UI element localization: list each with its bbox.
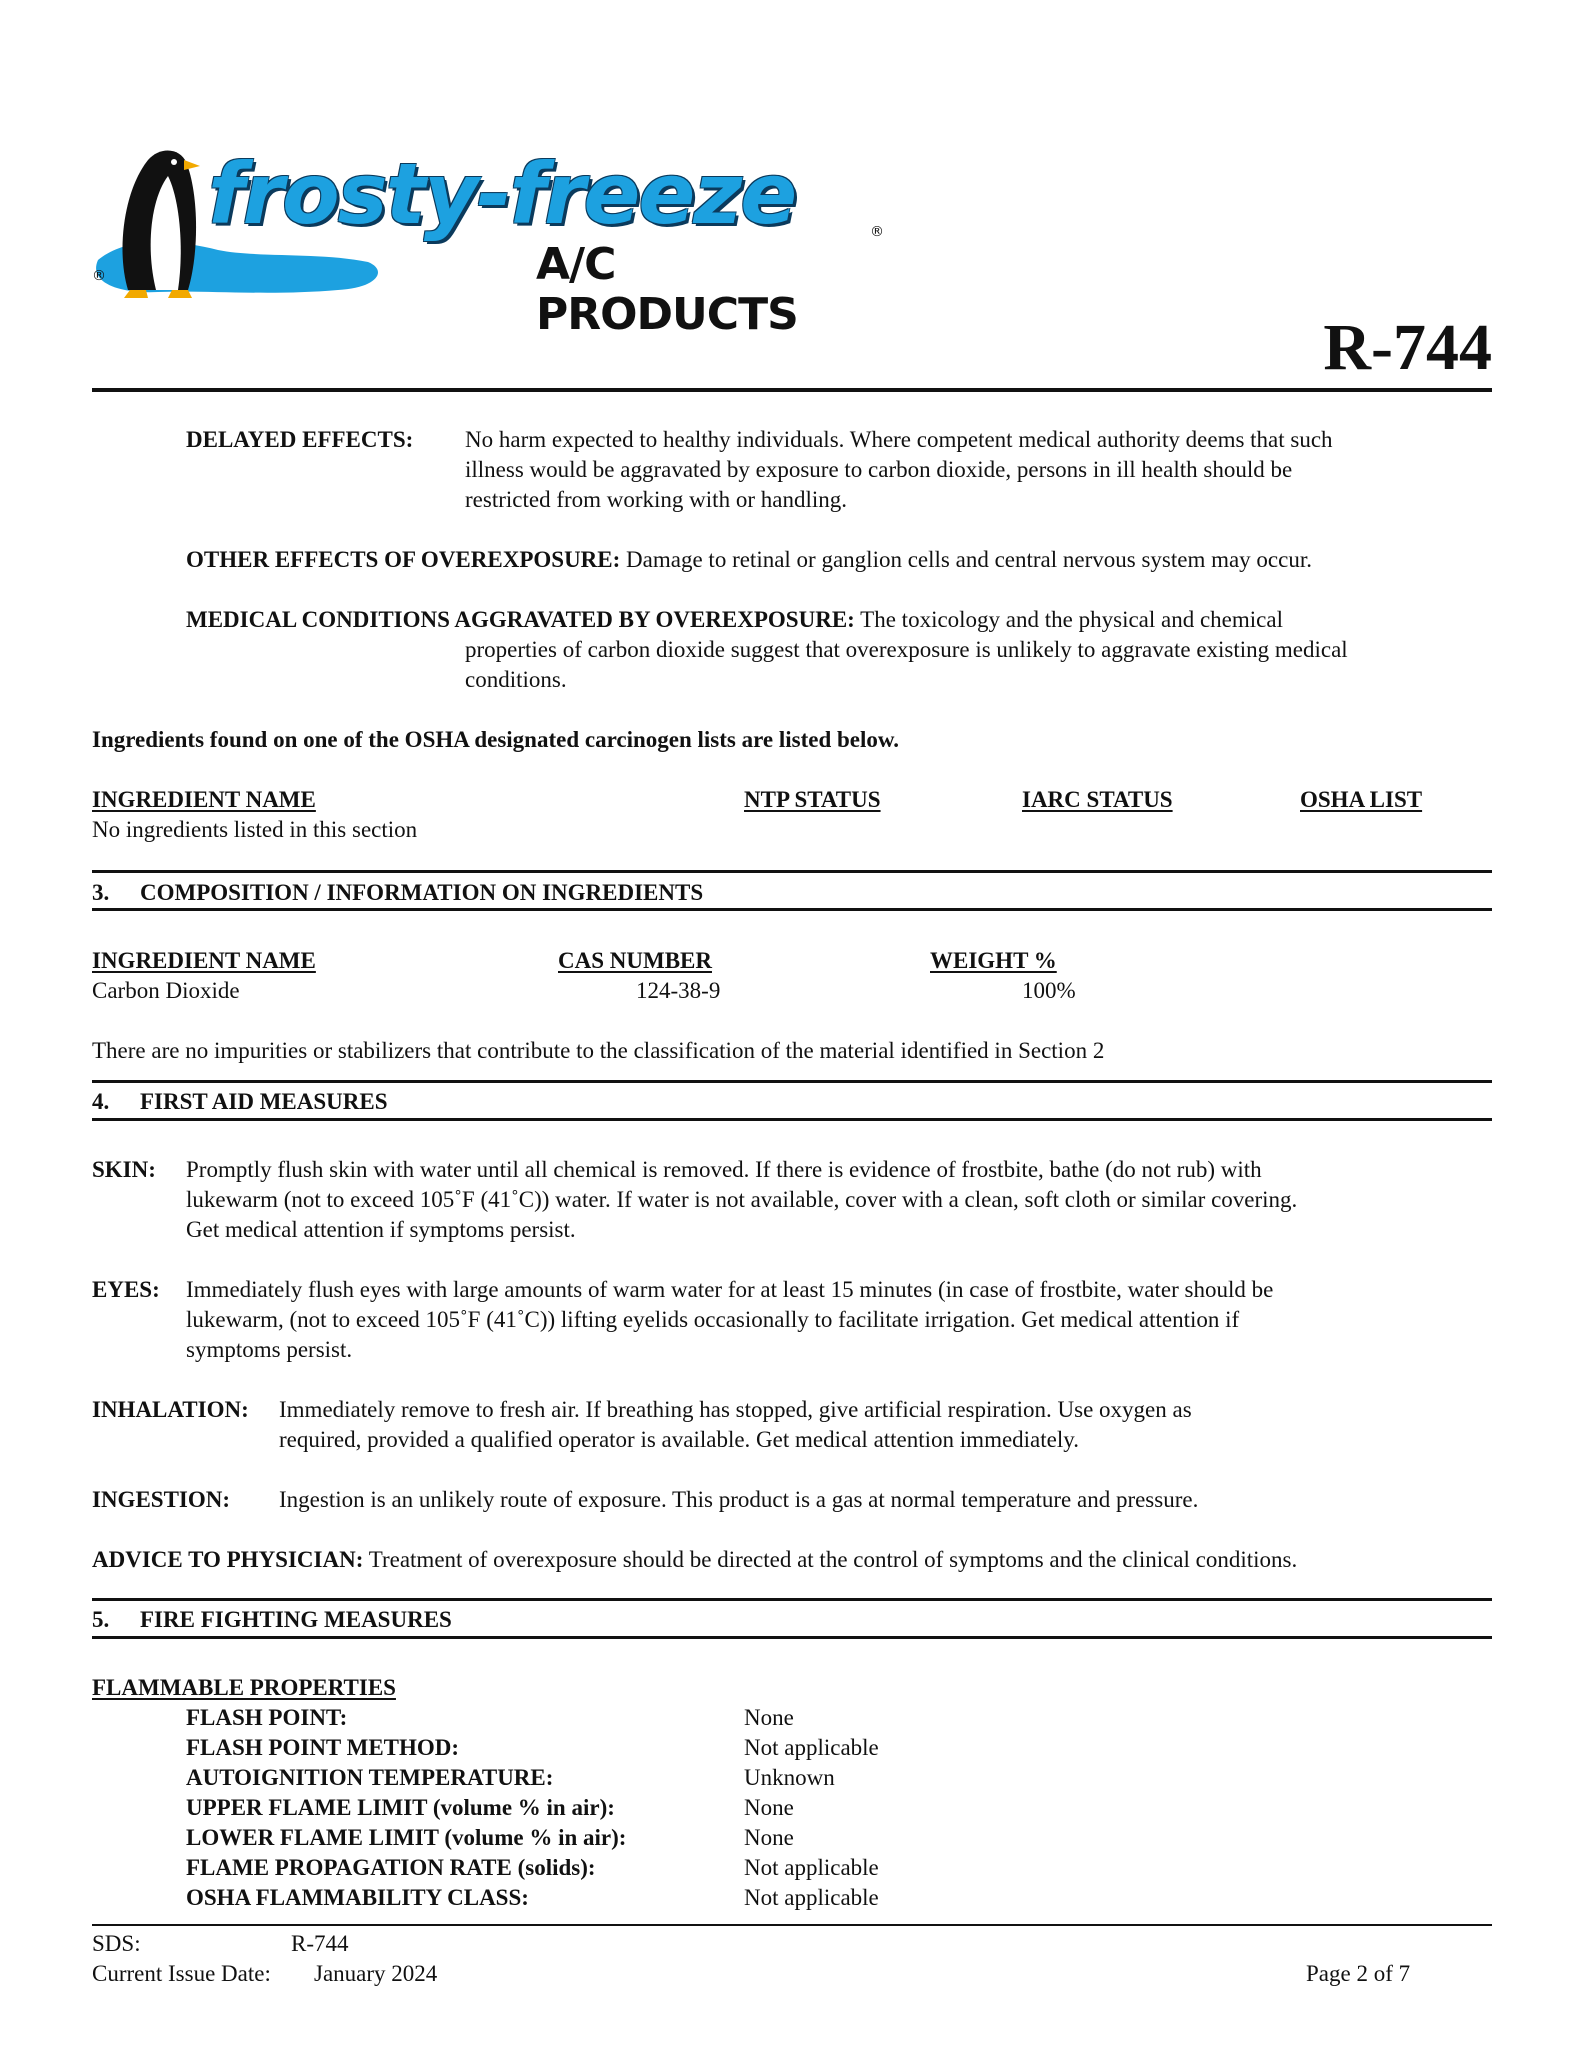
section-5-title: FIRE FIGHTING MEASURES	[140, 1607, 452, 1632]
inhalation-label: INHALATION:	[92, 1397, 249, 1422]
skin-line-3: Get medical attention if symptoms persist.	[186, 1217, 576, 1242]
composition-header-weight: WEIGHT %	[930, 948, 1057, 973]
document-id: R-744	[1323, 311, 1492, 384]
section-4-rule-top	[92, 1080, 1492, 1083]
other-effects-text: Damage to retinal or ganglion cells and central nervous system may occur.	[626, 547, 1312, 572]
section-4-title: FIRST AID MEASURES	[140, 1089, 388, 1114]
eyes-label: EYES:	[92, 1277, 160, 1302]
section-4-rule-bottom	[92, 1118, 1492, 1121]
section-5-rule-bottom	[92, 1636, 1492, 1639]
section-5-heading	[92, 1605, 452, 1635]
composition-header-ingredient: INGREDIENT NAME	[92, 948, 316, 973]
medical-conditions-line-2: properties of carbon dioxide suggest that overexposure is unlikely to aggravate existing medical	[465, 637, 1348, 662]
flammable-properties-heading: FLAMMABLE PROPERTIES	[92, 1675, 396, 1700]
footer-rule	[92, 1924, 1492, 1926]
medical-conditions-line-3: conditions.	[465, 667, 567, 692]
carcinogen-header-iarc: IARC STATUS	[1022, 787, 1173, 812]
carcinogen-header-ntp: NTP STATUS	[744, 787, 881, 812]
eyes-line-3: symptoms persist.	[186, 1337, 353, 1362]
footer-issue-label: Current Issue Date:	[92, 1961, 271, 1986]
section-3-title: COMPOSITION / INFORMATION ON INGREDIENTS	[140, 880, 704, 905]
osha-flammability-value: Not applicable	[744, 1885, 879, 1910]
inhalation-line-2: required, provided a qualified operator is available. Get medical attention immediately.	[279, 1427, 1080, 1452]
flame-propagation-value: Not applicable	[744, 1855, 879, 1880]
delayed-effects-line-3: restricted from working with or handling.	[465, 487, 847, 512]
registered-mark: ®	[92, 268, 106, 284]
footer-page-number: Page 2 of 7	[1306, 1961, 1411, 1986]
ingestion-label: INGESTION:	[92, 1487, 231, 1512]
section-3-heading	[92, 878, 703, 908]
skin-label: SKIN:	[92, 1157, 156, 1182]
carcinogen-header-osha: OSHA LIST	[1300, 787, 1423, 812]
skin-line-2: lukewarm (not to exceed 105˚F (41˚C)) water. If water is not available, cover with a clean, soft cloth or similar covering.	[186, 1187, 1298, 1212]
flash-point-label: FLASH POINT:	[186, 1705, 348, 1730]
ingestion-text: Ingestion is an unlikely route of exposure. This product is a gas at normal temperature and pressure.	[279, 1487, 1199, 1512]
upper-flame-limit-label: UPPER FLAME LIMIT (volume % in air):	[186, 1795, 615, 1820]
carcinogen-note: No ingredients listed in this section	[92, 817, 418, 842]
upper-flame-limit-value: None	[744, 1795, 794, 1820]
section-3-rule-top	[92, 870, 1492, 873]
carcinogen-header-ingredient: INGREDIENT NAME	[92, 787, 316, 812]
advice-to-physician	[92, 1545, 1297, 1575]
composition-row-name: Carbon Dioxide	[92, 978, 240, 1003]
composition-row-weight: 100%	[1022, 978, 1076, 1003]
medical-conditions-label: MEDICAL CONDITIONS AGGRAVATED BY OVEREXPOSURE:	[186, 607, 855, 632]
brand-subtitle: A/C PRODUCTS	[536, 239, 798, 340]
section-4-number: 4.	[92, 1089, 110, 1114]
composition-row-cas: 124-38-9	[636, 978, 721, 1003]
autoignition-value: Unknown	[744, 1765, 835, 1790]
footer-sds-label: SDS:	[92, 1931, 141, 1956]
section-3-number: 3.	[92, 880, 110, 905]
delayed-effects-label: DELAYED EFFECTS:	[186, 427, 414, 452]
flash-point-method-label: FLASH POINT METHOD:	[186, 1735, 460, 1760]
flash-point-value: None	[744, 1705, 794, 1730]
medical-conditions-line-1: The toxicology and the physical and chemical	[860, 607, 1283, 632]
eyes-line-2: lukewarm, (not to exceed 105˚F (41˚C)) lifting eyelids occasionally to facilitate irrigation. Get medical attention if	[186, 1307, 1240, 1332]
lower-flame-limit-label: LOWER FLAME LIMIT (volume % in air):	[186, 1825, 627, 1850]
brand-logo	[88, 140, 888, 340]
delayed-effects-line-2: illness would be aggravated by exposure to carbon dioxide, persons in ill health should be	[465, 457, 1293, 482]
osha-flammability-label: OSHA FLAMMABILITY CLASS:	[186, 1885, 529, 1910]
lower-flame-limit-value: None	[744, 1825, 794, 1850]
section-5-rule-top	[92, 1598, 1492, 1601]
inhalation-line-1: Immediately remove to fresh air. If breathing has stopped, give artificial respiration. Use oxygen as	[279, 1397, 1192, 1422]
delayed-effects-line-1: No harm expected to healthy individuals. Where competent medical authority deems that such	[465, 427, 1333, 452]
carcinogen-intro: Ingredients found on one of the OSHA designated carcinogen lists are listed below.	[92, 727, 899, 752]
flash-point-method-value: Not applicable	[744, 1735, 879, 1760]
eyes-line-1: Immediately flush eyes with large amounts of warm water for at least 15 minutes (in case of frostbite, water should be	[186, 1277, 1274, 1302]
section-4-heading	[92, 1087, 388, 1117]
advice-label: ADVICE TO PHYSICIAN:	[92, 1547, 364, 1572]
autoignition-label: AUTOIGNITION TEMPERATURE:	[186, 1765, 554, 1790]
footer-issue-value: January 2024	[314, 1961, 438, 1986]
header-rule	[92, 388, 1492, 392]
other-effects-label: OTHER EFFECTS OF OVEREXPOSURE:	[186, 547, 621, 572]
section-5-number: 5.	[92, 1607, 110, 1632]
brand-name: frosty-freeze	[208, 145, 796, 243]
footer-sds-value: R-744	[291, 1931, 349, 1956]
skin-line-1: Promptly flush skin with water until all chemical is removed. If there is evidence of frostbite, bathe (do not rub) with	[186, 1157, 1262, 1182]
composition-note: There are no impurities or stabilizers that contribute to the classification of the material identified in Section 2	[92, 1038, 1105, 1063]
medical-conditions	[186, 605, 1283, 635]
registered-mark-brand: ®	[870, 224, 884, 240]
composition-header-cas: CAS NUMBER	[558, 948, 712, 973]
flame-propagation-label: FLAME PROPAGATION RATE (solids):	[186, 1855, 596, 1880]
advice-text: Treatment of overexposure should be directed at the control of symptoms and the clinical conditions.	[368, 1547, 1298, 1572]
other-effects	[186, 545, 1312, 575]
section-3-rule-bottom	[92, 908, 1492, 911]
